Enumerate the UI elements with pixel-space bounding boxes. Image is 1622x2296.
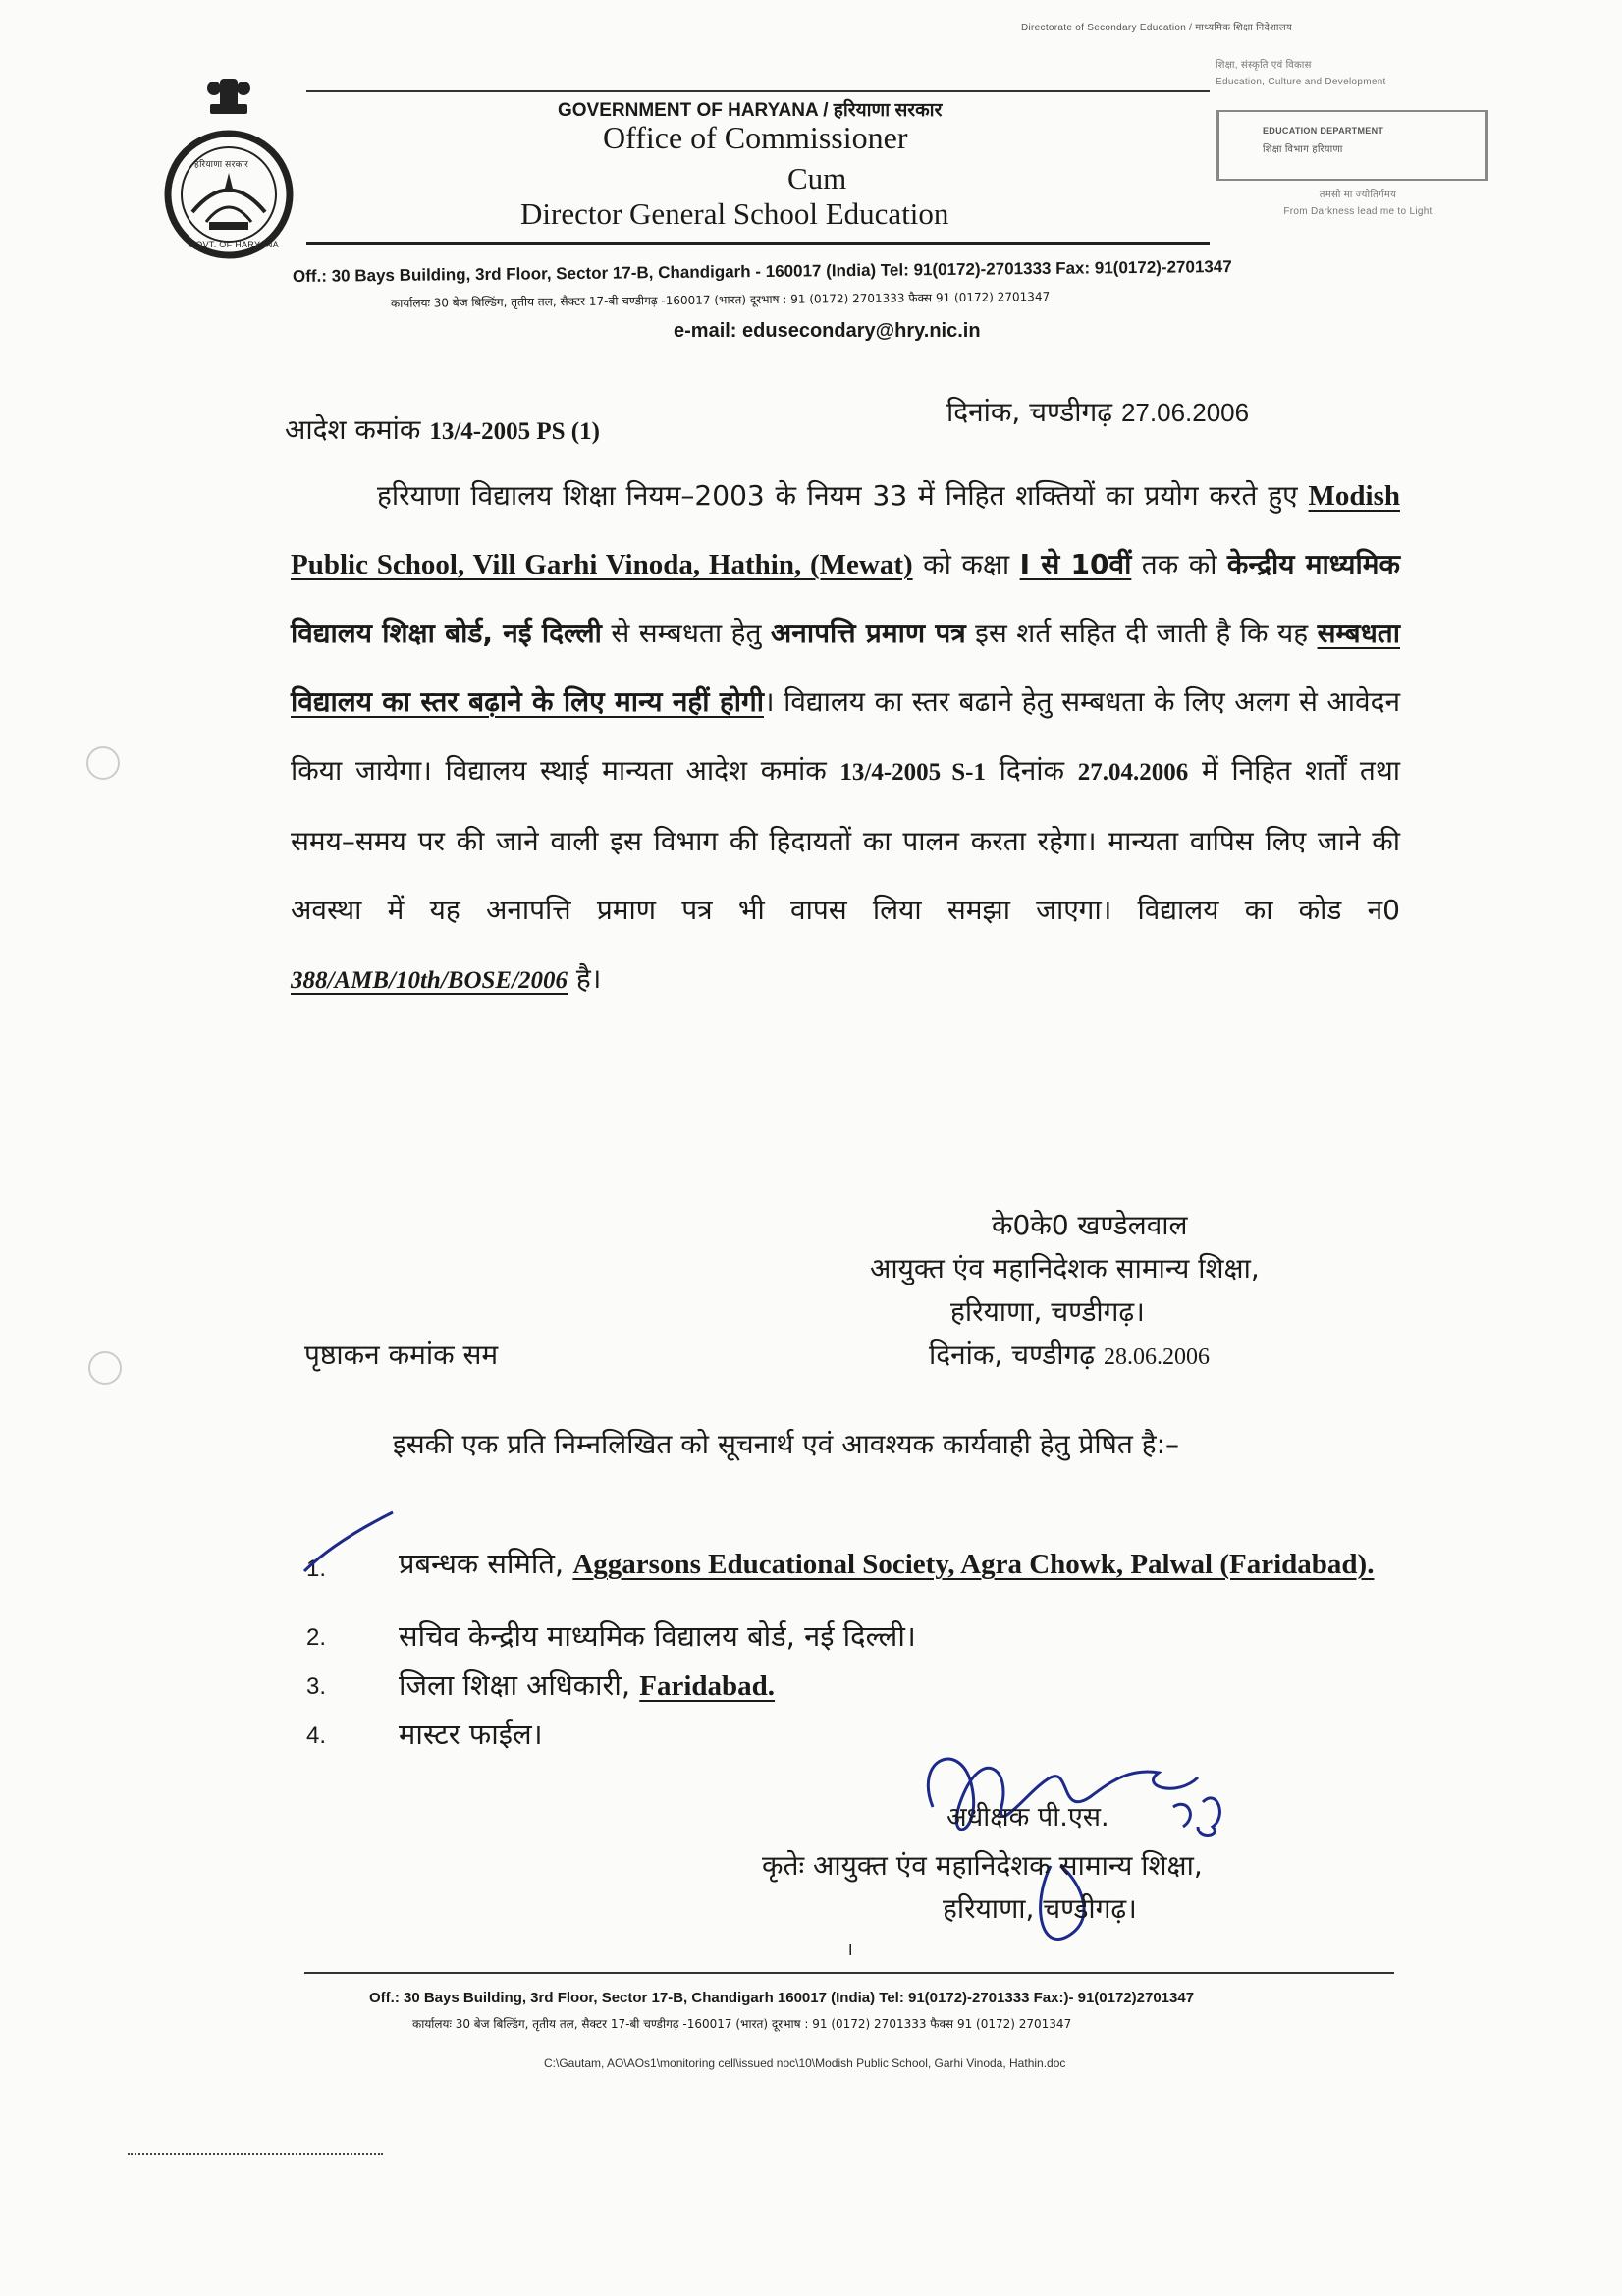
signatory-designation: आयुक्त एंव महानिदेशक सामान्य शिक्षा,: [870, 1252, 1260, 1285]
condition-text: सम्बधता विद्यालय का स्तर बढ़ाने के लिए मान्य नहीं होगी: [291, 617, 1401, 718]
item-text: मास्टर फाईल।: [399, 1718, 543, 1751]
email-address: e-mail: edusecondary@hry.nic.in: [674, 320, 981, 342]
board-name: केन्द्रीय माध्यमिक विद्यालय शिक्षा बोर्ड, नई दिल्ली: [291, 548, 1400, 649]
item-number: 3.: [306, 1673, 327, 1700]
header-bottom-rule: [306, 242, 1210, 245]
scan-speckle: [88, 1351, 122, 1385]
body-text: इस शर्त सहित दी जाती है कि यह: [965, 617, 1318, 649]
body-text: तक को: [1131, 548, 1227, 580]
badge-line: EDUCATION DEPARTMENT: [1263, 126, 1384, 136]
top-right-block: [1216, 57, 1490, 87]
top-right-line: Education, Culture and Development: [1216, 77, 1386, 87]
signatory-block: [870, 1204, 1400, 1379]
top-right-line: शिक्षा, संस्कृति एवं विकास: [1216, 60, 1312, 71]
office-title-1: Office of Commissioner: [603, 120, 908, 155]
list-item: [306, 1616, 1416, 1666]
emblem-bottom-text: GOVT. OF HARYANA: [189, 240, 279, 249]
body-text: को कक्षा: [912, 548, 1020, 580]
item-hindi: प्रबन्धक समिति,: [399, 1547, 573, 1580]
school-code: 388/AMB/10th/BOSE/2006: [291, 967, 568, 994]
order-body: [291, 462, 1400, 1015]
body-text: में निहित शर्तों तथा समय–समय पर की जाने वाली इस विभाग की हिदायतों का पालन करता रहेगा। मान्यता वापिस लिए जाने की अवस्था में यह अनापत्ति प्रमाण पत्र भी वापस लिया समझा जाएगा। विद्यालय का कोड न0: [291, 754, 1401, 926]
order-number-value: 13/4-2005 PS (1): [429, 418, 600, 445]
on-behalf-place: हरियाणा, चण्डीगढ़।: [943, 1892, 1137, 1925]
order-date: [946, 393, 1249, 430]
file-path: C:\Gautam, AO\AOs1\monitoring cell\issued noc\10\Modish Public School, Garhi Vinoda, Hathin.doc: [544, 2056, 1066, 2070]
footer-address-hindi: कार्यालयः 30 बेज बिल्डिंग, तृतीय तल, सैक्टर 17-बी चण्डीगढ़ -160017 (भारत) दूरभाष : 91 (0172) 2701333 फैक्स 91 (0172) 2701347: [412, 2017, 1072, 2031]
list-item: [306, 1546, 1416, 1616]
signatory-name: के0के0 खण्डेलवाल: [992, 1209, 1188, 1241]
on-behalf-line: कृतेः आयुक्त एंव महानिदेशक सामान्य शिक्षा,: [762, 1849, 1203, 1882]
item-text: [399, 1666, 775, 1704]
class-range: I से 10वीं: [1019, 548, 1132, 580]
item-english: Faridabad.: [639, 1670, 776, 1702]
item-text: सचिव केन्द्रीय माध्यमिक विद्यालय बोर्ड, नई दिल्ली।: [399, 1619, 916, 1653]
item-hindi: जिला शिक्षा अधिकारी,: [399, 1668, 640, 1702]
footer-address-english: Off.: 30 Bays Building, 3rd Floor, Sector 17-B, Chandigarh 160017 (India) Tel: 91(0172)-2701333 Fax:)- 91(0172)2701347: [369, 1990, 1195, 2006]
item-number: 2.: [306, 1624, 327, 1651]
order-number: [285, 410, 600, 448]
item-text: [399, 1546, 1416, 1586]
office-title-2: Cum: [787, 161, 847, 195]
footer-rule: [304, 1972, 1394, 1974]
scan-speckle: [128, 2153, 383, 2159]
signatory-date: [870, 1334, 1400, 1379]
item-number: 1.: [306, 1556, 327, 1582]
office-title-3: Director General School Education: [520, 196, 949, 231]
signatory-date-value: 28.06.2006: [1103, 1344, 1210, 1370]
motto: [1216, 187, 1500, 217]
badge-line: शिक्षा विभाग हरियाणा: [1263, 144, 1343, 155]
endorsement-number: पृष्ठाकन कमांक सम: [304, 1339, 499, 1371]
header-top-rule: [306, 90, 1210, 92]
pen-tick-mark: [295, 1503, 412, 1581]
item-english: Aggarsons Educational Society, Agra Chowk, Palwal (Faridabad).: [572, 1549, 1375, 1580]
body-text: दिनांक: [985, 754, 1078, 787]
page-mark: I: [848, 1942, 853, 1959]
motto-line: तमसो मा ज्योतिर्गमय: [1319, 190, 1397, 200]
scan-speckle: [86, 746, 120, 780]
item-number: 4.: [306, 1722, 327, 1749]
endorsement-intro: इसकी एक प्रति निम्नलिखित को सूचनार्थ एवं आवश्यक कार्यवाही हेतु प्रेषित है:–: [393, 1428, 1180, 1460]
reference-date: 27.04.2006: [1077, 759, 1189, 786]
motto-line: From Darkness lead me to Light: [1283, 206, 1433, 217]
gov-of-haryana: GOVERNMENT OF HARYANA / हरियाणा सरकार: [558, 100, 943, 121]
order-number-label: आदेश कमांक: [285, 413, 430, 446]
body-text: हरियाणा विद्यालय शिक्षा नियम–2003 के नियम 33 में निहित शक्तियों का प्रयोग करते हुए: [377, 479, 1309, 512]
education-department-badge: [1216, 110, 1488, 181]
body-text: है।: [568, 962, 602, 995]
body-text: । विद्यालय का स्तर बढाने हेतु सम्बधता के लिए अलग से आवेदन किया जायेगा। विद्यालय स्थाई मान्यता आदेश कमांक: [291, 685, 1400, 787]
list-item: [306, 1666, 1416, 1715]
signatory-place: हरियाणा, चण्डीगढ़।: [950, 1295, 1145, 1328]
school-name: Modish Public School, Vill Garhi Vinoda, Hathin, (Mewat): [291, 480, 1400, 580]
top-right-directorate: Directorate of Secondary Education / माध्यमिक शिक्षा निदेशालय: [1021, 23, 1293, 33]
superintendent-label: अधीक्षक पी.एस.: [946, 1802, 1109, 1832]
order-date-label: दिनांक, चण्डीगढ़: [946, 396, 1121, 428]
noc-text: अनापत्ति प्रमाण पत्र: [770, 617, 966, 649]
body-text: से सम्बधता हेतु: [601, 617, 771, 649]
signatory-date-label: दिनांक, चण्डीगढ़: [929, 1339, 1104, 1371]
order-date-value: 27.06.2006: [1120, 398, 1250, 427]
address-hindi: कार्यालयः 30 बेज बिल्डिंग, तृतीय तल, सैक्टर 17-बी चण्डीगढ़ -160017 (भारत) दूरभाष : 91 (0172) 2701333 फैक्स 91 (0172) 2701347: [390, 289, 1051, 310]
reference-order: 13/4-2005 S-1: [839, 759, 986, 786]
haryana-emblem: [155, 75, 302, 261]
address-english: Off.: 30 Bays Building, 3rd Floor, Sector 17-B, Chandigarh - 160017 (India) Tel: 91(0172)-2701333 Fax: 91(0172)-2701347: [292, 256, 1232, 286]
emblem-top-text: हरियाणा सरकार: [194, 159, 249, 169]
